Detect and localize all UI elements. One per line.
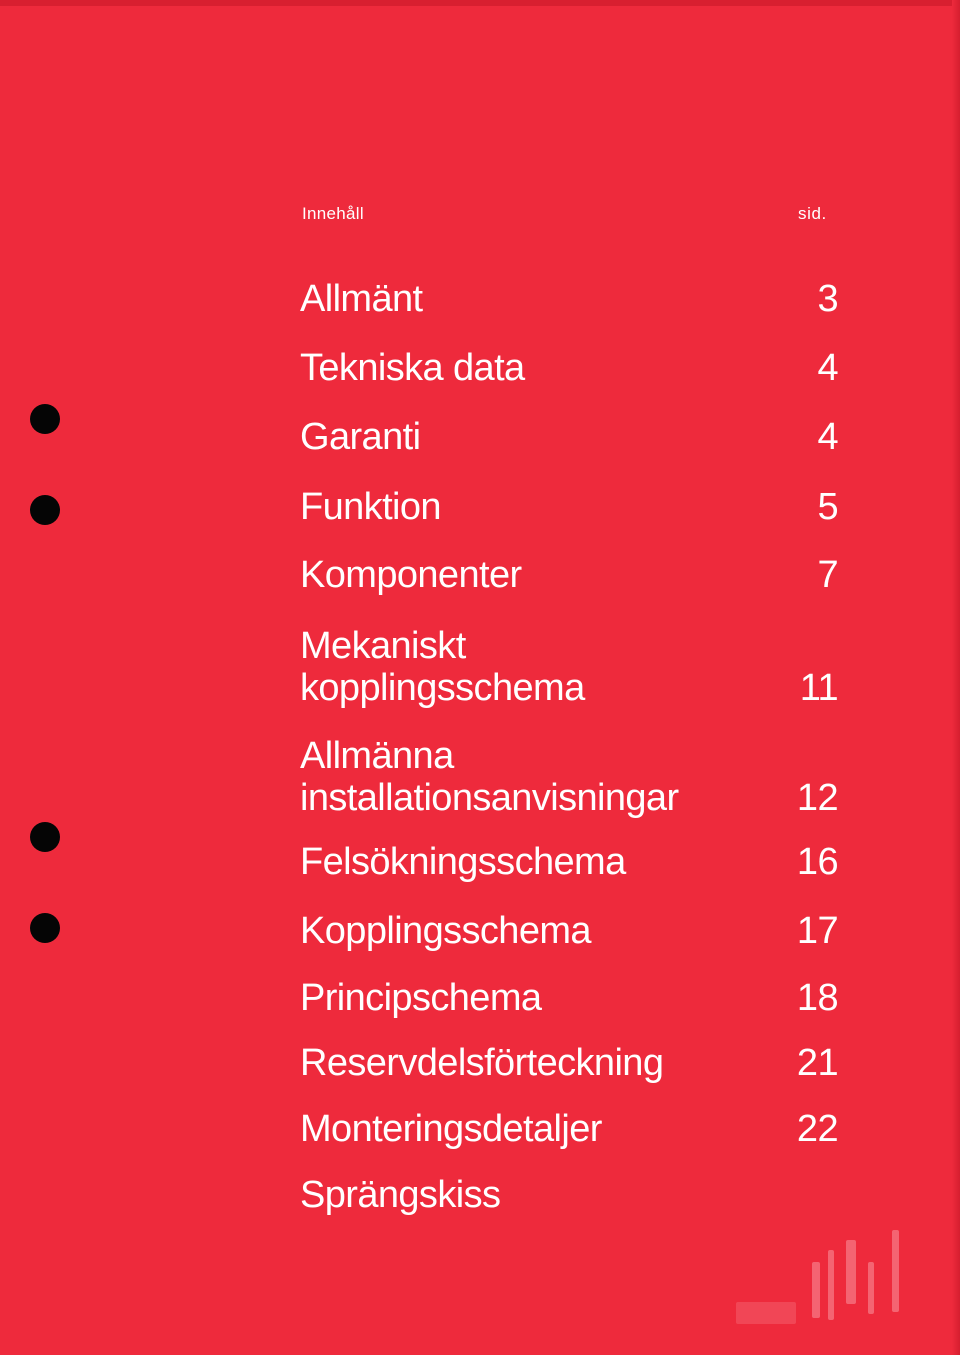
toc-entry-title: Garanti bbox=[300, 416, 421, 458]
toc-entry bbox=[300, 347, 840, 389]
contents-heading: Innehåll bbox=[302, 204, 364, 223]
scuff-mark bbox=[736, 1302, 796, 1324]
toc-entry-title: Sprängskiss bbox=[300, 1174, 501, 1216]
toc-entry-page: 7 bbox=[817, 554, 838, 596]
binder-hole bbox=[30, 404, 60, 434]
toc-entry bbox=[300, 910, 840, 952]
toc-entry-title: Funktion bbox=[300, 486, 441, 528]
scuff-mark bbox=[812, 1262, 820, 1318]
page-right-edge bbox=[952, 0, 960, 1355]
toc-entry-title: Allmänt bbox=[300, 278, 423, 320]
toc-entry bbox=[300, 1174, 840, 1216]
toc-entry-title: Kopplingsschema bbox=[300, 910, 591, 952]
scuff-mark bbox=[868, 1262, 874, 1314]
toc-entry-page: 21 bbox=[796, 1042, 838, 1084]
toc-entry bbox=[300, 278, 840, 320]
toc-entry-page: 22 bbox=[796, 1108, 838, 1150]
toc-entry-title: Monteringsdetaljer bbox=[300, 1108, 602, 1150]
toc-entry bbox=[300, 416, 840, 458]
binder-hole bbox=[30, 913, 60, 943]
toc-entry-title: Principschema bbox=[300, 977, 542, 1019]
toc-entry-page: 18 bbox=[796, 977, 838, 1019]
toc-entry-title: Allmänna installationsanvisningar bbox=[300, 735, 679, 819]
toc-entry-page: 17 bbox=[796, 910, 838, 952]
toc-entry bbox=[300, 486, 840, 528]
toc-entry bbox=[300, 977, 840, 1019]
toc-entry bbox=[300, 841, 840, 883]
page-column-heading: sid. bbox=[798, 204, 827, 223]
toc-entry bbox=[300, 735, 840, 819]
scuff-mark bbox=[828, 1250, 834, 1320]
toc-entry-page: 12 bbox=[796, 777, 838, 819]
toc-entry-title: Mekaniskt kopplingsschema bbox=[300, 625, 585, 709]
toc-entry-title: Reservdelsförteckning bbox=[300, 1042, 664, 1084]
binder-hole bbox=[30, 822, 60, 852]
toc-entry-page: 4 bbox=[817, 416, 838, 458]
toc-entry-title: Tekniska data bbox=[300, 347, 525, 389]
toc-entry-page: 4 bbox=[817, 347, 838, 389]
binder-hole bbox=[30, 495, 60, 525]
toc-entry bbox=[300, 554, 840, 596]
toc-entry bbox=[300, 1042, 840, 1084]
toc-entry-page: 16 bbox=[796, 841, 838, 883]
scuff-mark bbox=[846, 1240, 856, 1304]
toc-entry-title: Felsökningsschema bbox=[300, 841, 626, 883]
toc-entry-page: 5 bbox=[817, 486, 838, 528]
page-top-edge bbox=[0, 0, 960, 6]
toc-entry-page: 3 bbox=[817, 278, 838, 320]
toc-entry-page: 11 bbox=[799, 667, 838, 709]
toc-entry bbox=[300, 625, 840, 709]
scuff-mark bbox=[892, 1230, 899, 1312]
toc-entry bbox=[300, 1108, 840, 1150]
toc-entry-title: Komponenter bbox=[300, 554, 522, 596]
